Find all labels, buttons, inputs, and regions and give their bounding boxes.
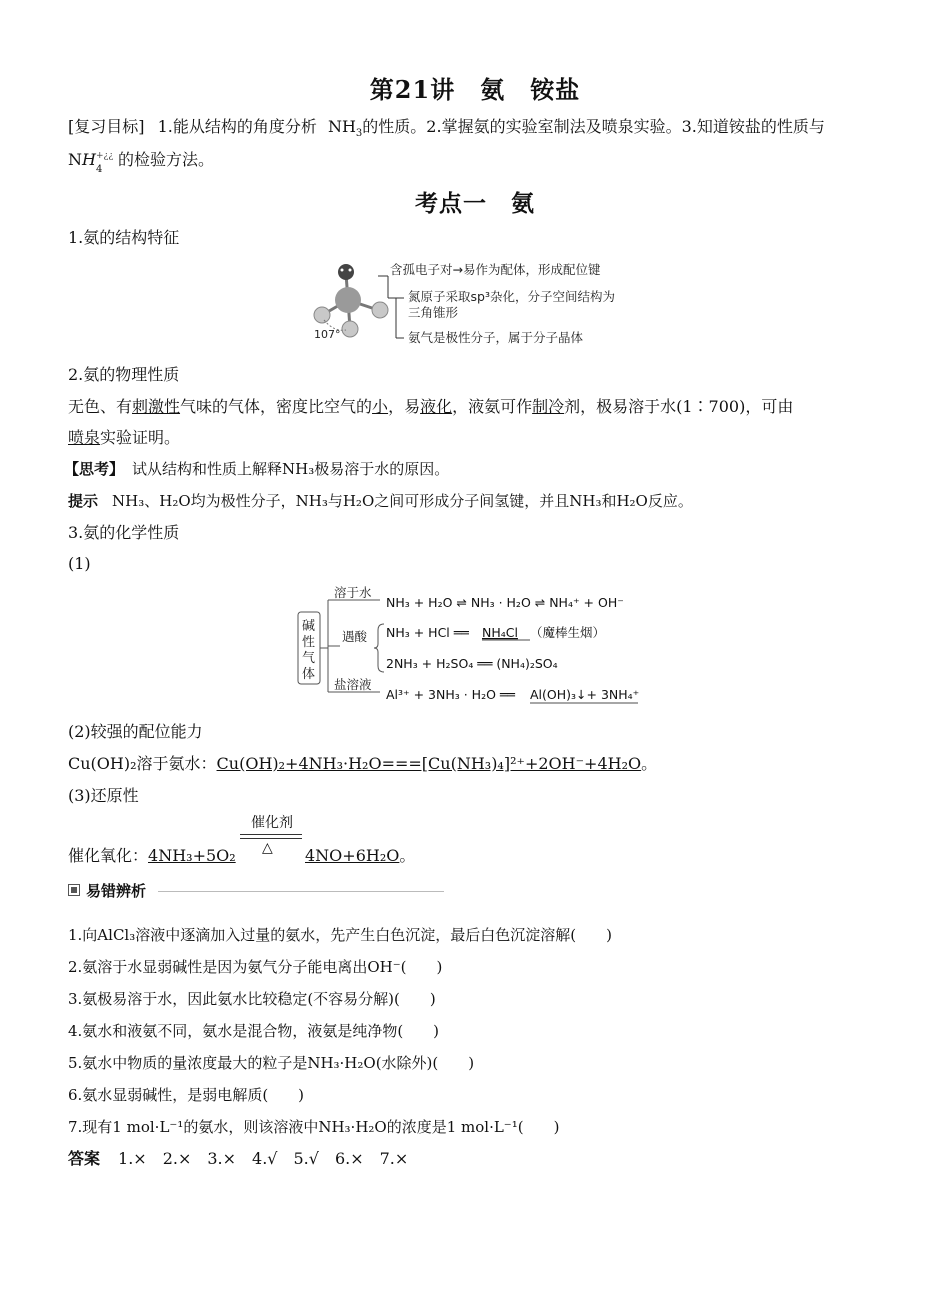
- equation-hcl-product: NH₄Cl: [482, 625, 518, 640]
- nitrogen-atom-icon: [335, 287, 361, 313]
- heading-chemical: 3.氨的化学性质: [68, 523, 180, 542]
- electron-dot: [349, 269, 352, 272]
- page-title: 第21讲 氨 铵盐: [369, 75, 581, 104]
- think-line: 【思考】 试从结构和性质上解释NH₃极易溶于水的原因。: [64, 460, 450, 478]
- answer-label: 答案: [68, 1149, 101, 1168]
- error-analysis-title: 易错辨析: [86, 882, 147, 900]
- sub-heading-1: (1): [68, 554, 91, 573]
- hydrogen-atom-icon: [342, 321, 358, 337]
- square-icon: [68, 884, 80, 896]
- sub-heading-2: (2)较强的配位能力: [68, 722, 203, 741]
- note-shape: 三角锥形: [408, 305, 459, 320]
- error-item: 5.氨水中物质的量浓度最大的粒子是NH₃·H₂O(水除外)( ): [68, 1054, 475, 1072]
- sub-heading-3: (3)还原性: [68, 786, 139, 805]
- note-hybridization: 氮原子采取sp³杂化，分子空间结构为: [408, 289, 615, 304]
- review-goals-line2: NH +¿¿ 4 的检验方法。: [68, 150, 214, 175]
- equation-h2so4: 2NH₃ + H₂SO₄ ══ (NH₄)₂SO₄: [386, 656, 558, 671]
- review-goals-line1: [复习目标] 1.能从结构的角度分析 $NH_3$的性质。2.掌握氨的实验室制法及喷泉实验。3.知道铵盐的性质与: [68, 117, 825, 140]
- note-polarity: 氨气是极性分子，属于分子晶体: [408, 330, 584, 345]
- header-rule: [158, 891, 444, 892]
- catalyst-label: 催化剂: [251, 815, 293, 831]
- branch-label-salt: 盐溶液: [334, 677, 372, 692]
- note-lone-pair: 含孤电子对→易作为配体，形成配位键: [390, 262, 601, 277]
- ammonia-structure-diagram: [302, 256, 652, 348]
- heading-structure: 1.氨的结构特征: [68, 228, 180, 247]
- equation-hcl-note: （魔棒生烟）: [530, 625, 606, 640]
- bond-angle-label: 107°: [314, 328, 341, 341]
- electron-dot: [341, 269, 344, 272]
- coordination-line: Cu(OH)₂溶于氨水：Cu(OH)₂+4NH₃·H₂O===[Cu(NH₃)₄]²⁺+2OH⁻+4H₂O。: [68, 754, 658, 773]
- oxidation-line: 催化氧化：4NH₃+5O₂: [68, 846, 236, 865]
- heading-physical: 2.氨的物理性质: [68, 365, 180, 384]
- hint-label: 提示: [68, 492, 99, 510]
- equation-water: NH₃ + H₂O ⇌ NH₃ · H₂O ⇌ NH₄⁺ + OH⁻: [386, 595, 624, 610]
- hydrogen-atom-icon: [372, 302, 388, 318]
- equals-bar: [240, 834, 302, 835]
- basic-gas-diagram: [292, 584, 672, 710]
- physical-para-line1: 无色、有刺激性气味的气体，密度比空气的小，易液化，液氨可作制冷剂，极易溶于水(1∶700)，可由: [68, 397, 794, 416]
- error-item: 4.氨水和液氨不同，氨水是混合物，液氨是纯净物( ): [68, 1022, 440, 1040]
- box-char: 碱: [302, 619, 316, 634]
- coordination-equation: Cu(OH)₂+4NH₃·H₂O===[Cu(NH₃)₄]²⁺+2OH⁻+4H₂O: [216, 754, 642, 773]
- error-item: 2.氨溶于水显弱碱性是因为氨气分子能电离出OH⁻( ): [68, 958, 443, 976]
- answer-line: [68, 1149, 408, 1169]
- oxidation-rhs: 4NO+6H₂O: [305, 846, 400, 865]
- oxidation-rhs-line: 4NO+6H₂O。: [305, 846, 416, 865]
- heat-icon: △: [262, 840, 273, 856]
- equals-bar: [240, 838, 302, 839]
- physical-para-line2: 喷泉实验证明。: [68, 428, 181, 447]
- box-char: 性: [302, 635, 316, 650]
- review-label: [复习目标]: [68, 117, 145, 136]
- branch-label-acid: 遇酸: [342, 629, 368, 644]
- error-analysis-header: [66, 880, 444, 902]
- think-label: 【思考】: [64, 460, 125, 478]
- box-char: 气: [302, 651, 316, 666]
- section-title: 考点一 氨: [415, 190, 535, 217]
- error-item: 7.现有1 mol·L⁻¹的氨水，则该溶液中NH₃·H₂O的浓度是1 mol·L⁻¹( ): [68, 1118, 560, 1136]
- box-char: 体: [302, 667, 316, 682]
- oxidation-lhs: 4NH₃+5O₂: [148, 846, 236, 865]
- catalyst-condition: [238, 812, 304, 862]
- error-item: 6.氨水显弱碱性，是弱电解质( ): [68, 1086, 305, 1104]
- lone-pair-icon: [338, 264, 354, 280]
- answer-values: 1.× 2.× 3.× 4.√ 5.√ 6.× 7.×: [118, 1149, 409, 1168]
- equation-hcl-a: NH₃ + HCl ══: [386, 625, 469, 640]
- branch-label-water: 溶于水: [334, 585, 372, 600]
- equation-al-a: Al³⁺ + 3NH₃ · H₂O ══: [386, 687, 515, 702]
- equation-al-product: Al(OH)₃↓+ 3NH₄⁺: [530, 687, 640, 702]
- hint-line: 提示 NH₃、H₂O均为极性分子，NH₃与H₂O之间可形成分子间氢键，并且NH₃和H₂O反应。: [68, 492, 693, 510]
- acid-brace: [374, 624, 384, 672]
- error-item: 1.向AlCl₃溶液中逐滴加入过量的氨水，先产生白色沉淀，最后白色沉淀溶解( ): [68, 926, 612, 944]
- hydrogen-atom-icon: [314, 307, 330, 323]
- error-item: 3.氨极易溶于水，因此氨水比较稳定(不容易分解)( ): [68, 990, 436, 1008]
